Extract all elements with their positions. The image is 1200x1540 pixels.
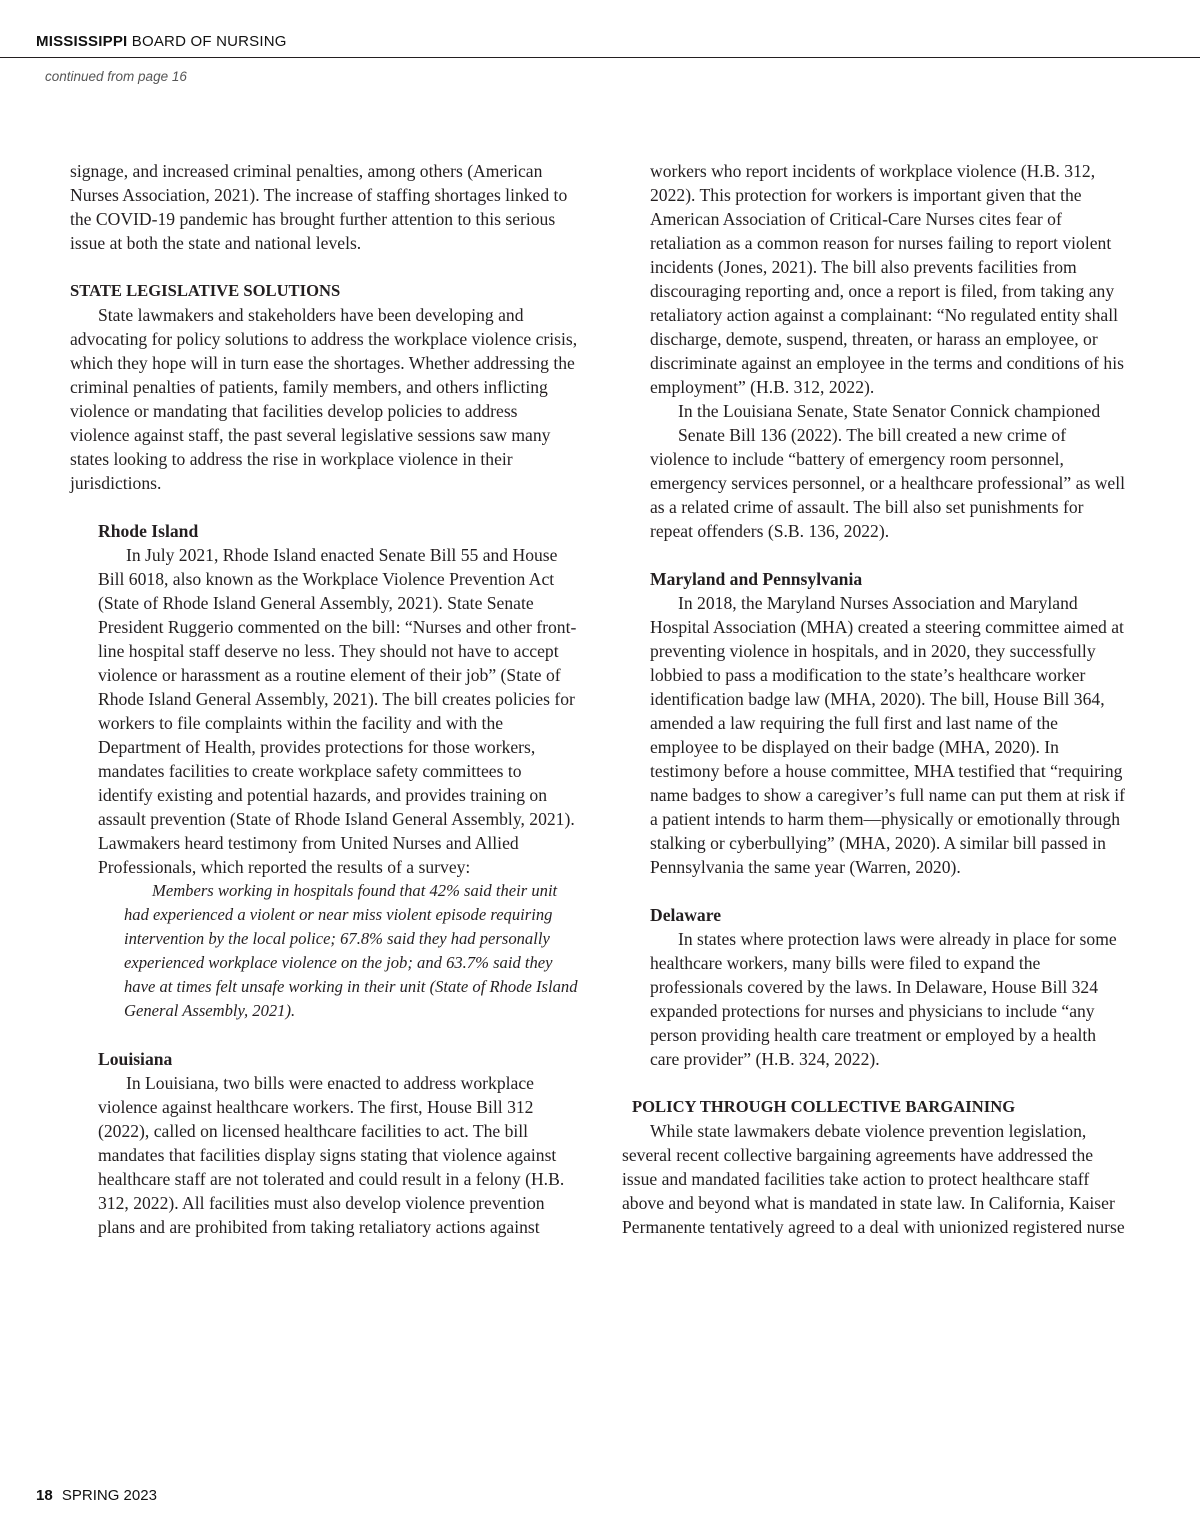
louisiana-continued-paragraph: workers who report incidents of workplace violence (H.B. 312, 2022). This protection for workers is important given that the American Association of Critical-Care Nurses cites fear of retaliation as a common reason for nurses failing to report violent incidents (Jones, 2021). The bill also prevents facilities from discouraging reporting and, once a report is filed, from taking any retaliatory action against a complainant: “No regulated entity shall discharge, demote, suspend, threaten, or harass an employee, or discriminate against an employee in the terms and conditions of his employment” (H.B. 312, 2022). — [650, 161, 1124, 397]
publication-name-bold: MISSISSIPPI — [36, 33, 128, 50]
left-column — [70, 159, 578, 1239]
delaware-paragraph: In states where protection laws were already in place for some healthcare workers, many bills were filed to expand the professionals covered by the laws. In Delaware, House Bill 324 expanded protections for nurses and physicians to include “any person providing health care treatment or employed by a health care provider” (H.B. 324, 2022). — [650, 929, 1117, 1069]
louisiana-paragraph: In Louisiana, two bills were enacted to address workplace violence against healthcare workers. The first, House Bill 312 (2022), called on licensed healthcare facilities to act. The bill mandates that facilities display signs stating that violence against healthcare staff are not tolerated and could result in a felony (H.B. 312, 2022). All facilities must also develop violence prevention plans and are prohibited from taking retaliatory actions against — [98, 1073, 565, 1237]
heading-rhode-island: Rhode Island — [98, 521, 199, 541]
heading-maryland-pennsylvania: Maryland and Pennsylvania — [650, 569, 863, 589]
page-footer — [36, 1487, 157, 1504]
survey-blockquote — [70, 879, 578, 1023]
heading-delaware: Delaware — [650, 905, 722, 925]
collective-bargaining-paragraph: While state lawmakers debate violence prevention legislation, several recent collective bargaining agreements have addressed the issue and mandated facilities take action to protect healthcare staff above and beyond what is mandated in state law. In California, Kaiser Permanente tentatively agreed to a deal with unionized registered nurse — [622, 1121, 1125, 1237]
page-number: 18 — [36, 1487, 53, 1504]
louisiana-senate-paragraph: In the Louisiana Senate, State Senator Connick championed — [678, 401, 1101, 421]
running-header — [36, 33, 287, 50]
heading-state-legislative-solutions: STATE LEGISLATIVE SOLUTIONS — [70, 281, 341, 300]
intro-paragraph: signage, and increased criminal penalties, among others (American Nurses Association, 2021). The increase of staffing shortages linked to the COVID-19 pandemic has brought further attention to this serious issue at both the state and national levels. — [70, 161, 568, 253]
rhode-island-section — [70, 519, 578, 879]
state-paragraph: State lawmakers and stakeholders have been developing and advocating for policy solutions to address the workplace violence crisis, which they hope will in turn ease the shortages. Whether addressing the criminal penalties of patients, family members, and others inflicting violence or mandating that facilities develop policies to address violence against staff, the past several legislative sessions saw many states looking to address the rise in workplace violence in their jurisdictions. — [70, 305, 578, 493]
publication-name-rest: BOARD OF NURSING — [131, 33, 287, 50]
louisiana-section — [70, 1047, 578, 1239]
heading-louisiana: Louisiana — [98, 1049, 173, 1069]
rhode-island-paragraph: In July 2021, Rhode Island enacted Senate Bill 55 and House Bill 6018, also known as the Workplace Violence Prevention Act (State of Rhode Island General Assembly, 2021). State Senate President Ruggerio commented on the bill: “Nurses and other front-line hospital staff deserve no less. They should not have to accept violence or harassment as a routine element of their job” (State of Rhode Island General Assembly, 2021). The bill creates policies for workers to file complaints within the facility and with the Department of Health, provides protections for those workers, mandates facilities to create workplace safety committees to identify existing and potential hazards, and provides training on assault prevention (State of Rhode Island General Assembly, 2021). Lawmakers heard testimony from United Nurses and Allied Professionals, which reported the results of a survey: — [98, 545, 577, 877]
blockquote-text: Members working in hospitals found that 42% said their unit had experienced a violent or near miss violent episode requiring intervention by the local police; 67.8% said they had personally experienced workplace violence on the job; and 63.7% said they have at times felt unsafe working in their unit (State of Rhode Island General Assembly, 2021). — [124, 881, 578, 1020]
maryland-paragraph: In 2018, the Maryland Nurses Association and Maryland Hospital Association (MHA) created a steering committee aimed at preventing violence in hospitals, and in 2020, they successfully lobbied to pass a modification to the state’s healthcare worker identification badge law (MHA, 2020). The bill, House Bill 364, amended a law requiring the full first and last name of the employee to be displayed on their badge (MHA, 2020). In testimony before a house committee, MHA testified that “requiring name badges to show a caregiver’s full name can put them at risk if a patient intends to harm them—physically or emotionally through stalking or cyberbullying” (MHA, 2020). A similar bill passed in Pennsylvania the same year (Warren, 2020). — [650, 593, 1126, 877]
louisiana-continued-section — [622, 159, 1127, 1071]
continued-note: continued from page 16 — [45, 69, 187, 84]
issue-label: SPRING 2023 — [61, 1487, 157, 1504]
senate-bill-paragraph: Senate Bill 136 (2022). The bill created a new crime of violence to include “battery of emergency room personnel, emergency services personnel, or a healthcare professional” as well as a related crime of assault. The bill also set punishments for repeat offenders (S.B. 136, 2022). — [650, 425, 1125, 541]
heading-collective-bargaining: POLICY THROUGH COLLECTIVE BARGAINING — [632, 1097, 1016, 1116]
header-rule — [0, 57, 1200, 58]
right-column — [622, 159, 1127, 1239]
